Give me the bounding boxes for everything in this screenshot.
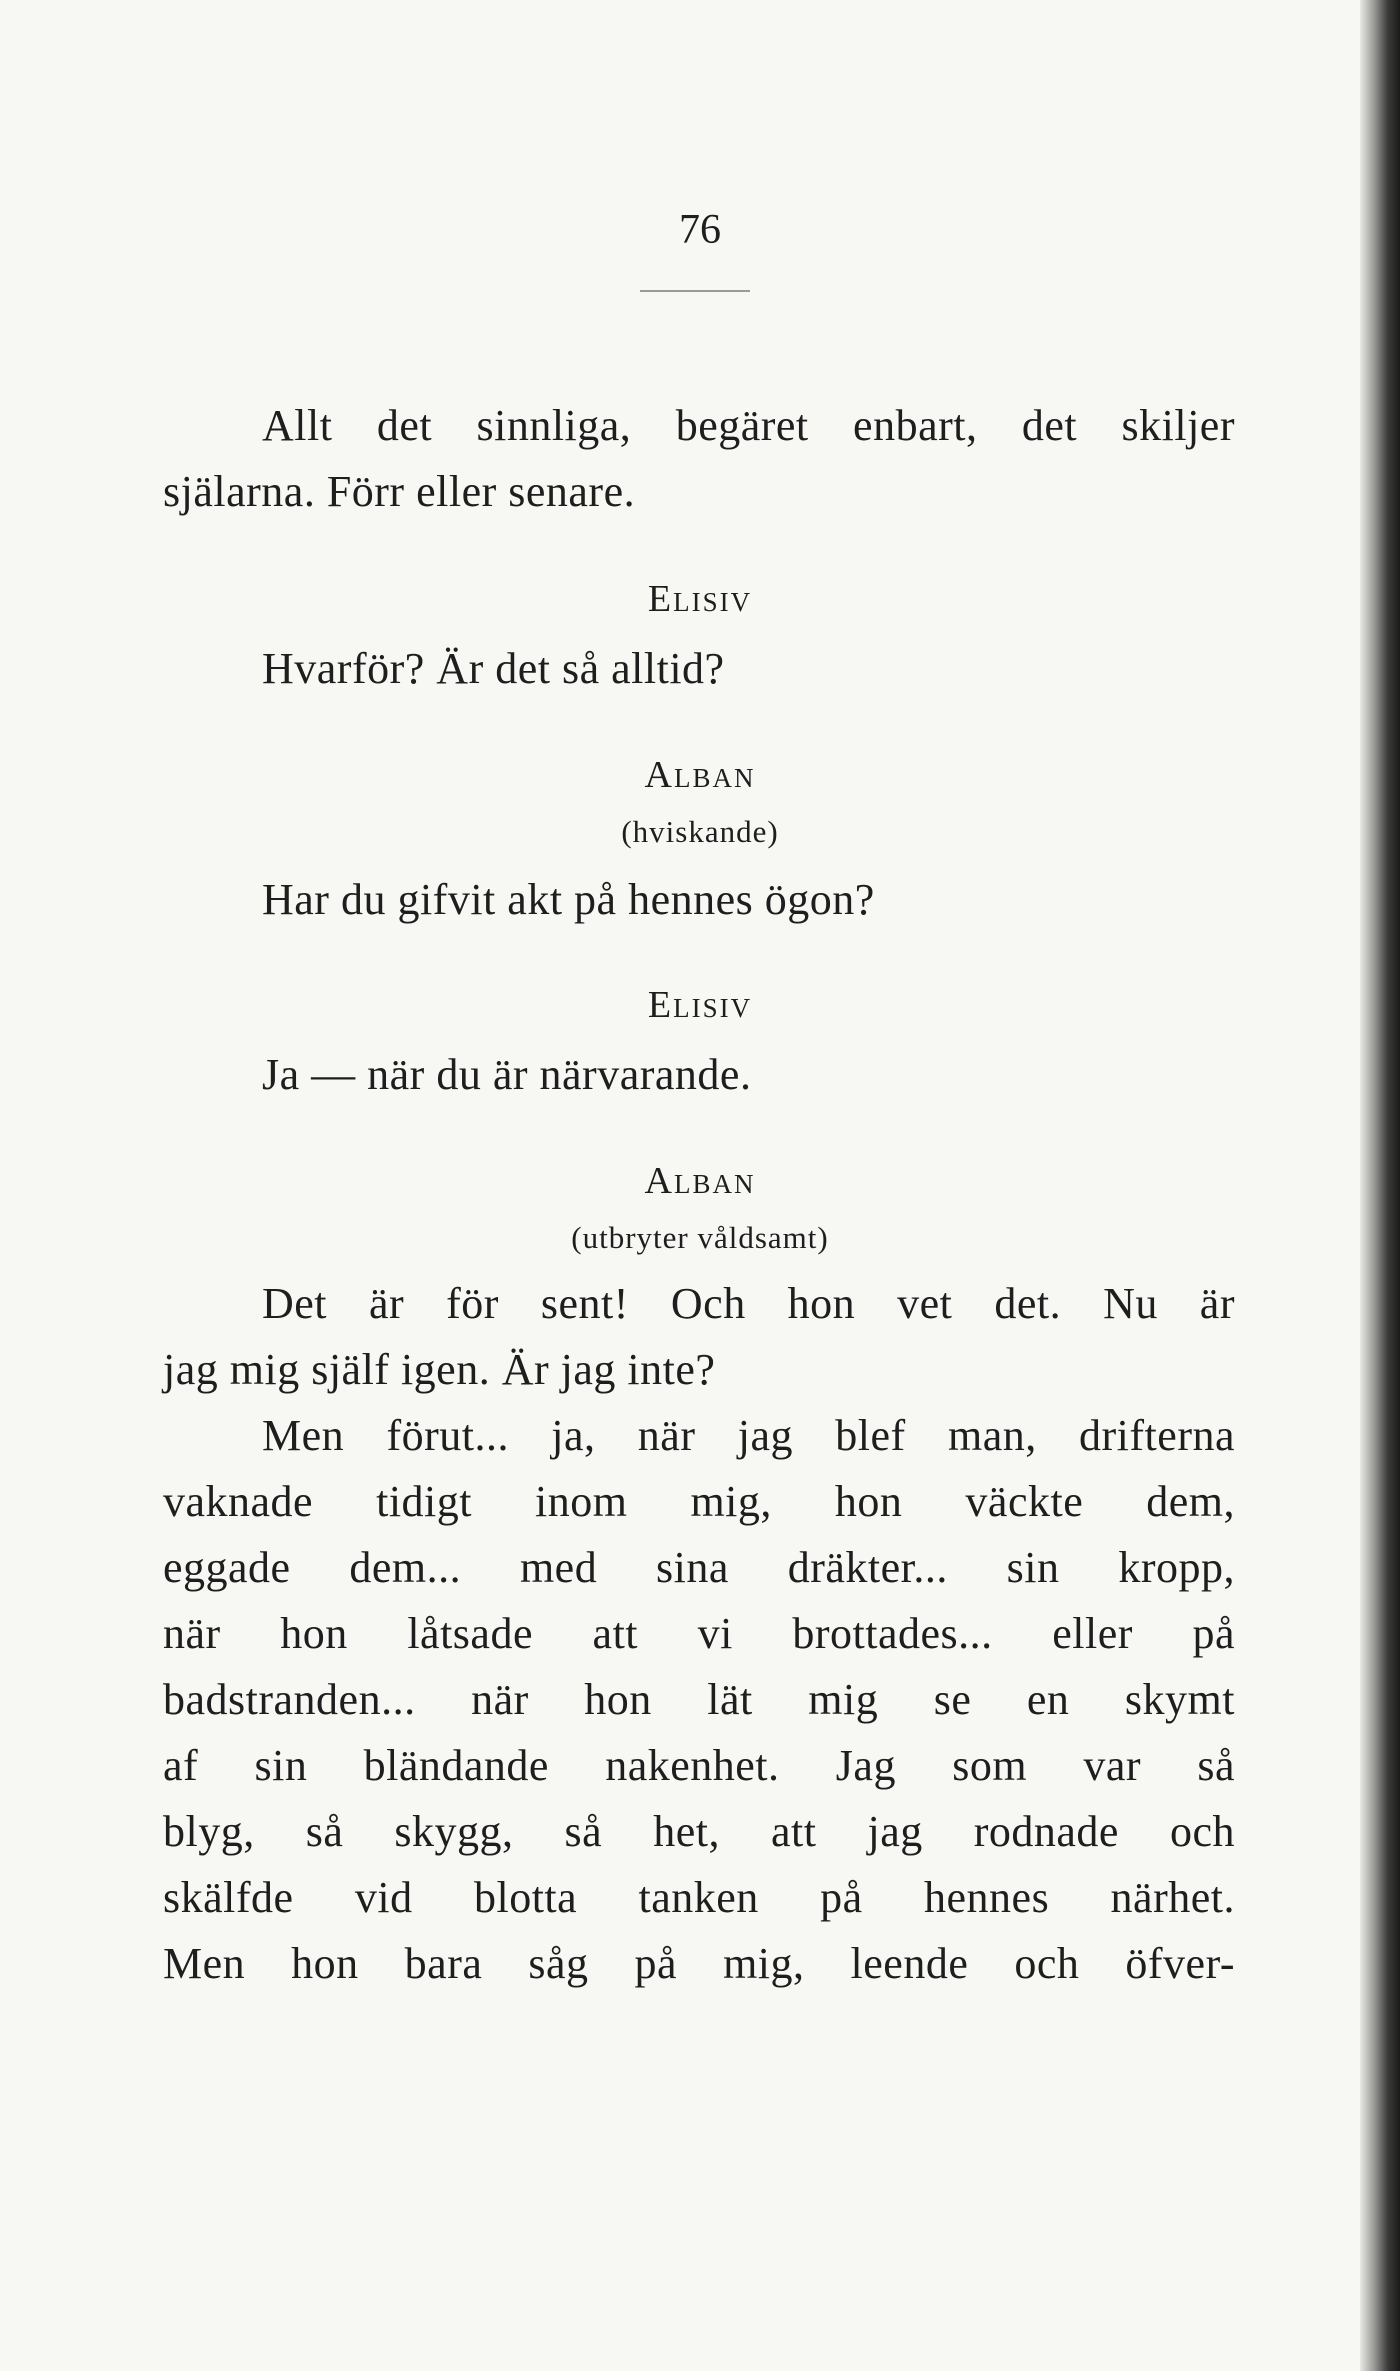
text-line: blyg, så skygg, så het, att jag rodnade och [163, 1807, 1235, 1856]
text-line: jag mig själf igen. Är jag inte? [163, 1345, 716, 1394]
stage-direction: (hviskande) [621, 814, 779, 849]
speaker-name: Alban [644, 754, 756, 796]
stage-direction: (utbryter våldsamt) [571, 1220, 829, 1255]
text-line: eggade dem... med sina dräkter... sin kropp, [163, 1543, 1235, 1592]
text-line: af sin bländande nakenhet. Jag som var så [163, 1741, 1235, 1790]
text-line: Hvarför? Är det så alltid? [262, 644, 725, 693]
speaker-name: Alban [644, 1160, 756, 1202]
text-line: Men förut... ja, när jag blef man, drifterna [262, 1411, 1235, 1460]
speaker-name: Elisiv [647, 578, 753, 620]
text-line: Har du gifvit akt på hennes ögon? [262, 875, 875, 924]
text-line: Allt det sinnliga, begäret enbart, det skiljer [262, 401, 1235, 450]
text-line: vaknade tidigt inom mig, hon väckte dem, [163, 1477, 1235, 1526]
header-rule [640, 290, 750, 292]
page-number: 76 [679, 207, 721, 253]
text-line: Ja — när du är närvarande. [262, 1050, 752, 1099]
text-line: själarna. Förr eller senare. [163, 467, 636, 516]
text-line: Det är för sent! Och hon vet det. Nu är [262, 1279, 1235, 1328]
text-line: skälfde vid blotta tanken på hennes närhet. [163, 1873, 1235, 1922]
text-line: Men hon bara såg på mig, leende och öfver- [163, 1939, 1235, 1988]
text-line: när hon låtsade att vi brottades... eller på [163, 1609, 1235, 1658]
text-line: badstranden... när hon lät mig se en skymt [163, 1675, 1235, 1724]
speaker-name: Elisiv [647, 984, 753, 1026]
